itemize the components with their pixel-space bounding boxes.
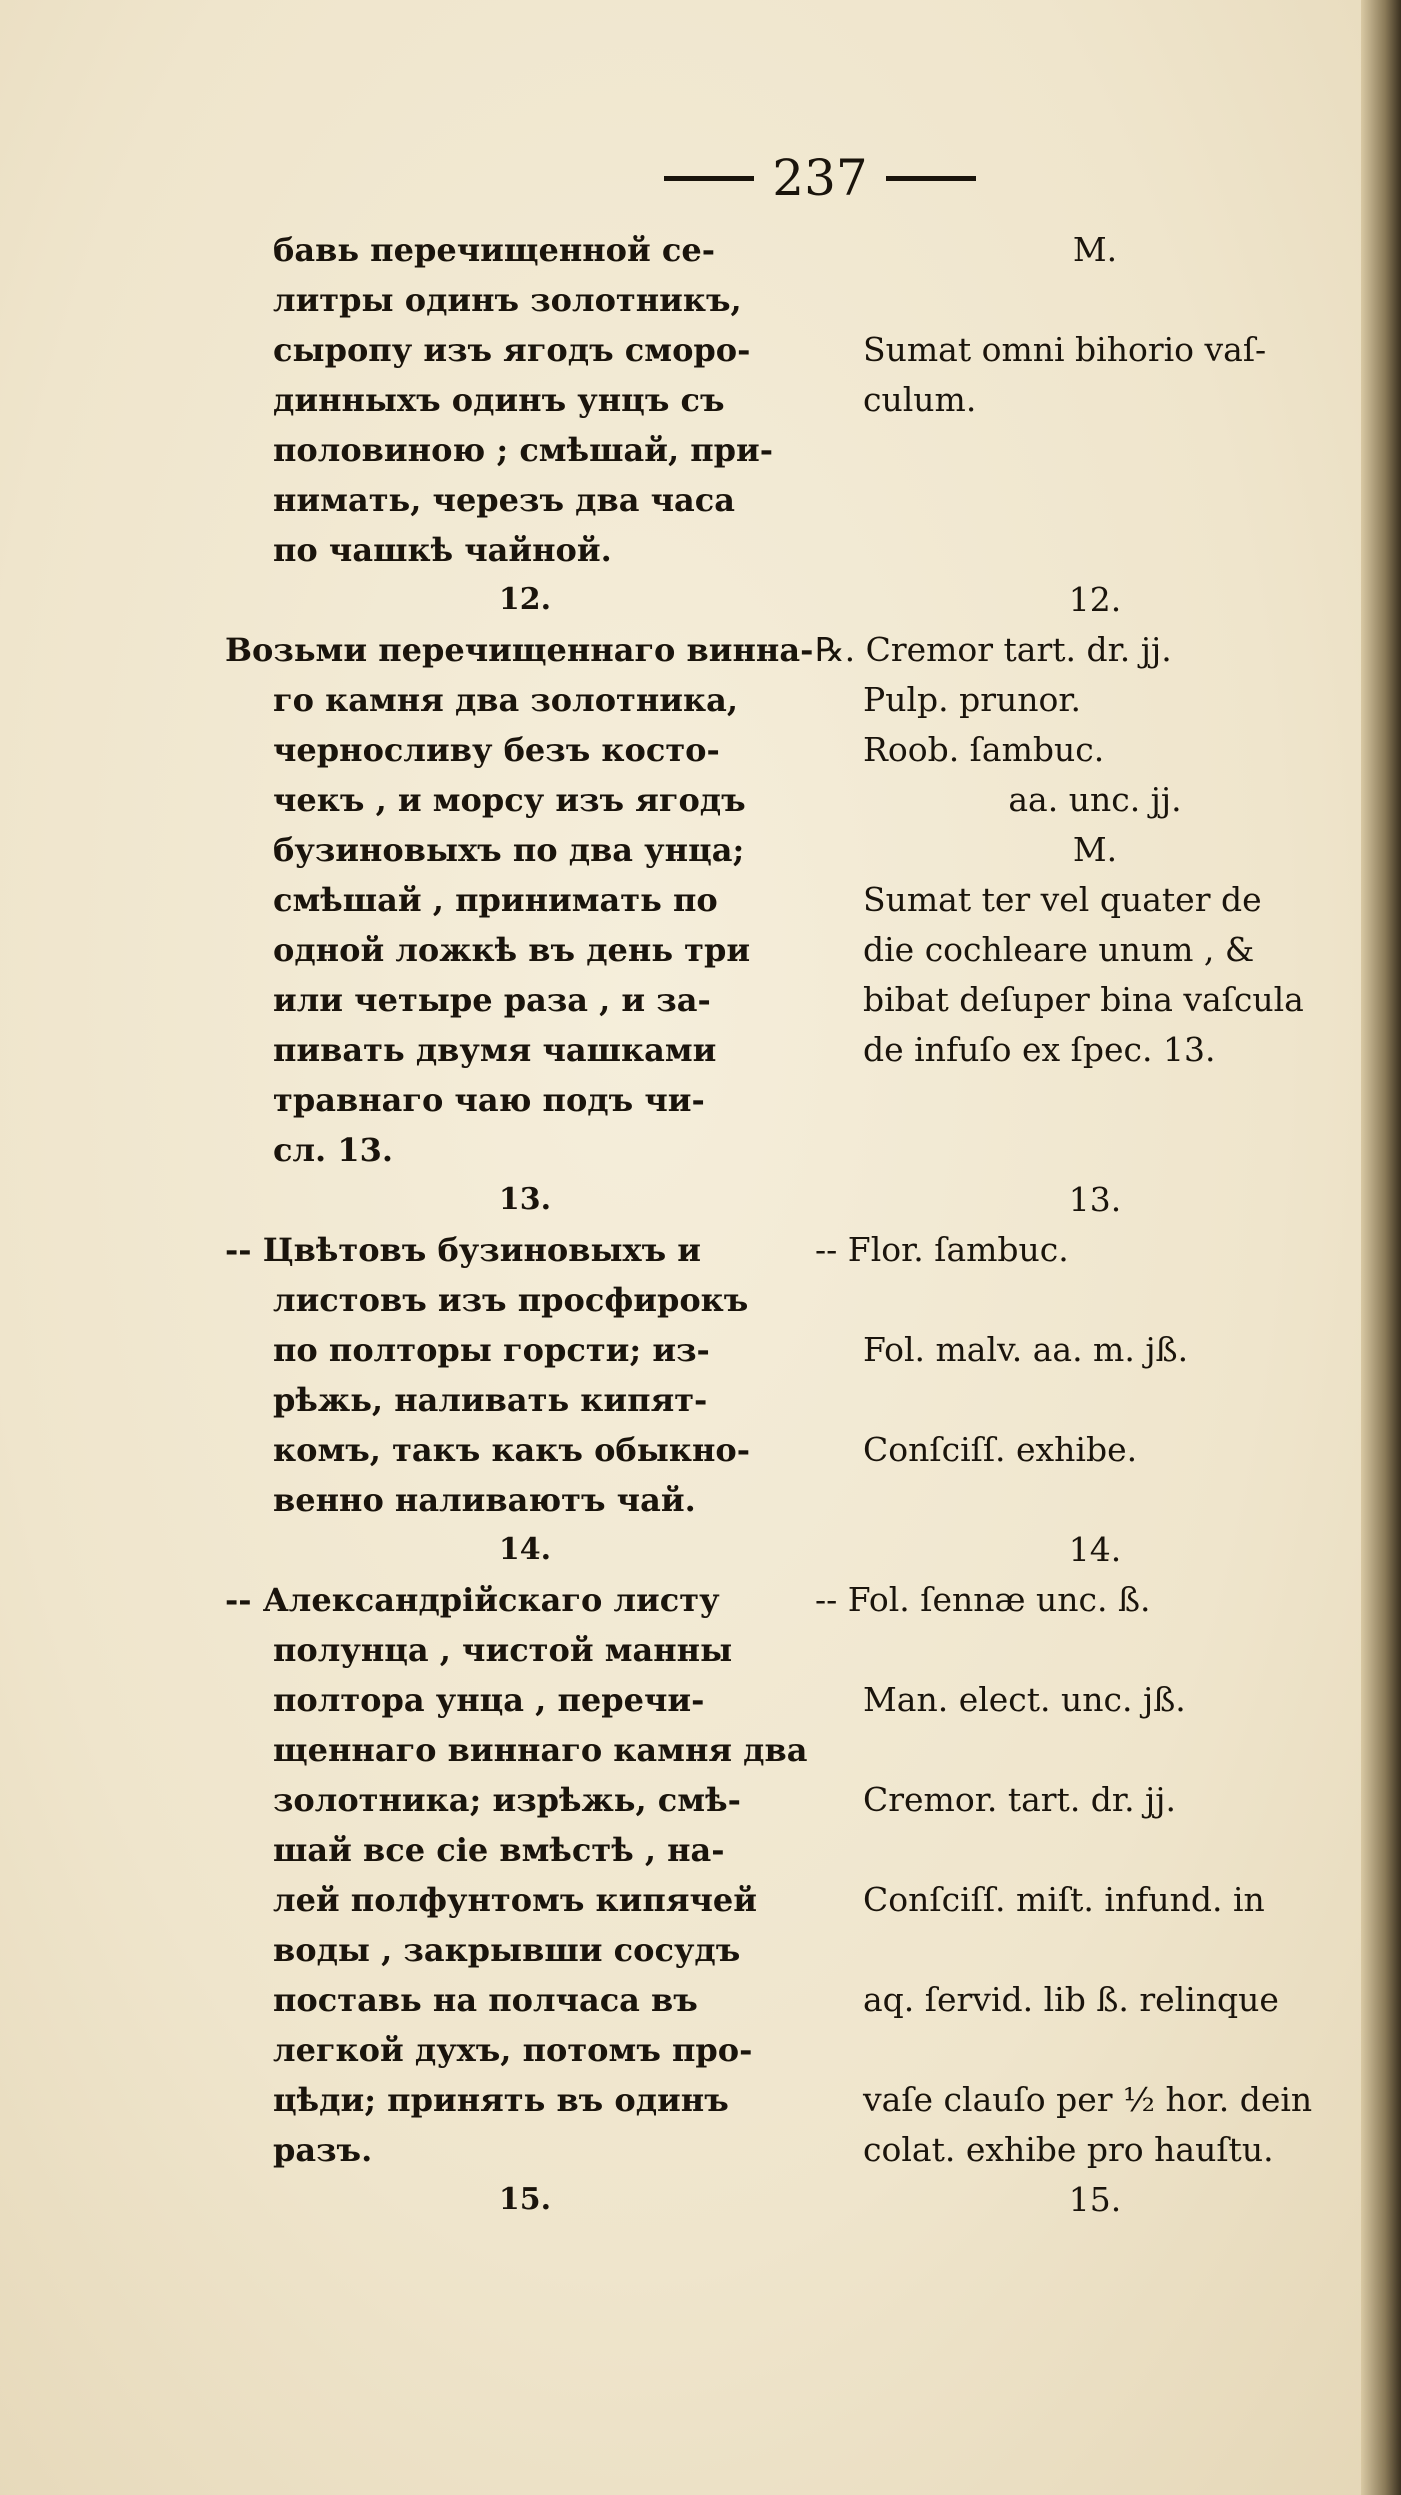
russian-line: пивать двумя чашками <box>273 1031 717 1069</box>
latin-line: Conſciſſ. miſt. infund. in <box>863 1880 1265 1919</box>
russian-line: смѣшай , принимать по <box>273 881 718 919</box>
latin-line: vaſe clauſo per ½ hor. dein <box>863 2080 1313 2119</box>
latin-line <box>815 525 1375 575</box>
latin-line: Conſciſſ. exhibe. <box>863 1430 1138 1469</box>
latin-line: aa. unc. jj. <box>1008 780 1182 819</box>
russian-line: половиною ; смѣшай, при- <box>273 431 774 469</box>
latin-line <box>815 475 1375 525</box>
russian-line: черносливу безъ косто- <box>273 731 720 769</box>
latin-line: bibat deſuper bina vaſcula <box>863 980 1304 1019</box>
russian-line: по чашкѣ чайной. <box>273 531 612 569</box>
latin-line: de infuſo ex ſpec. 13. <box>863 1030 1216 1069</box>
latin-column <box>815 225 1375 2225</box>
russian-line: нимать, черезъ два часа <box>273 481 735 519</box>
latin-line: 13. <box>1068 1180 1122 1219</box>
russian-line: щеннаго виннаго камня два <box>273 1731 808 1769</box>
russian-line: травнаго чаю подъ чи- <box>273 1081 705 1119</box>
russian-line: воды , закрывши сосудъ <box>273 1931 741 1969</box>
russian-column <box>225 225 825 2225</box>
latin-line <box>815 1475 1375 1525</box>
russian-line: комъ, такъ какъ обыкно- <box>273 1431 750 1469</box>
russian-line: бузиновыхъ по два унца; <box>273 831 745 869</box>
latin-line: Sumat ter vel quater de <box>863 880 1262 919</box>
russian-line: сыропу изъ ягодъ сморо- <box>273 331 751 369</box>
russian-line: венно наливаютъ чай. <box>273 1481 696 1519</box>
latin-line: Roob. ſambuc. <box>863 730 1105 769</box>
russian-line: шай все сіе вмѣстѣ , на- <box>273 1831 725 1869</box>
russian-line: сл. 13. <box>273 1131 393 1169</box>
russian-line: динныхъ одинъ унцъ съ <box>273 381 725 419</box>
russian-line: бавь перечищенной се- <box>273 231 716 269</box>
russian-line: разъ. <box>273 2131 373 2169</box>
latin-line <box>815 1075 1375 1125</box>
latin-line: Cremor. tart. dr. jj. <box>863 1780 1177 1819</box>
russian-line: полтора унца , перечи- <box>273 1681 705 1719</box>
latin-line: 15. <box>1068 2180 1122 2219</box>
russian-line: -- Цвѣтовъ бузиновыхъ и <box>225 1231 702 1269</box>
latin-line: die cochleare unum , & <box>863 930 1255 969</box>
latin-line: Sumat omni bihorio vaſ- <box>863 330 1267 369</box>
russian-line: лей полфунтомъ кипячей <box>273 1881 757 1919</box>
russian-line: 15. <box>498 2182 552 2217</box>
latin-line: M. <box>1072 230 1118 269</box>
russian-line: листовъ изъ просфирокъ <box>273 1281 749 1319</box>
latin-line: culum. <box>863 380 977 419</box>
russian-line: литры одинъ золотникъ, <box>273 281 742 319</box>
latin-line: -- Fol. ſennæ unc. ß. <box>815 1580 1151 1619</box>
page-number: 237 <box>772 149 868 207</box>
latin-line <box>815 1125 1375 1175</box>
russian-line: рѣжь, наливать кипят- <box>273 1381 708 1419</box>
russian-line: чекъ , и морсу изъ ягодъ <box>273 781 746 819</box>
russian-line: 14. <box>498 1532 552 1567</box>
latin-line <box>815 275 1375 325</box>
russian-line: легкой духъ, потомъ про- <box>273 2031 753 2069</box>
russian-line: Возьми перечищеннаго винна- <box>225 631 814 669</box>
latin-line: Pulp. prunor. <box>863 680 1082 719</box>
latin-line: colat. exhibe pro hauſtu. <box>863 2130 1274 2169</box>
latin-line <box>815 425 1375 475</box>
latin-line: M. <box>1072 830 1118 869</box>
russian-line: одной ложкѣ въ день три <box>273 931 751 969</box>
russian-line: золотника; изрѣжь, смѣ- <box>273 1781 741 1819</box>
latin-line: aq. ſervid. lib ß. relinque <box>863 1980 1279 2019</box>
russian-line: полунца , чистой манны <box>273 1631 733 1669</box>
russian-line: цѣди; принять въ одинъ <box>273 2081 729 2119</box>
russian-line: поставь на полчаса въ <box>273 1981 698 2019</box>
russian-line: -- Александрійскаго листу <box>225 1581 720 1619</box>
page-header <box>640 148 1000 208</box>
latin-line <box>815 1825 1375 1875</box>
russian-line: по полторы горсти; из- <box>273 1331 710 1369</box>
latin-line <box>815 2025 1375 2075</box>
latin-line: -- Flor. ſambuc. <box>815 1230 1069 1269</box>
russian-line: го камня два золотника, <box>273 681 739 719</box>
latin-line <box>815 1375 1375 1425</box>
latin-line <box>815 1625 1375 1675</box>
russian-line: 13. <box>498 1182 552 1217</box>
latin-line <box>815 1925 1375 1975</box>
russian-line: 12. <box>498 582 552 617</box>
header-dash-left <box>664 176 754 181</box>
header-dash-right <box>886 176 976 181</box>
latin-line: 12. <box>1068 580 1122 619</box>
latin-line <box>815 1275 1375 1325</box>
latin-line: Man. elect. unc. jß. <box>863 1680 1186 1719</box>
latin-line: Fol. malv. aa. m. jß. <box>863 1330 1189 1369</box>
latin-line: 14. <box>1068 1530 1122 1569</box>
latin-line: ℞. Cremor tart. dr. jj. <box>815 630 1172 669</box>
latin-line <box>815 1725 1375 1775</box>
russian-line: или четыре раза , и за- <box>273 981 711 1019</box>
